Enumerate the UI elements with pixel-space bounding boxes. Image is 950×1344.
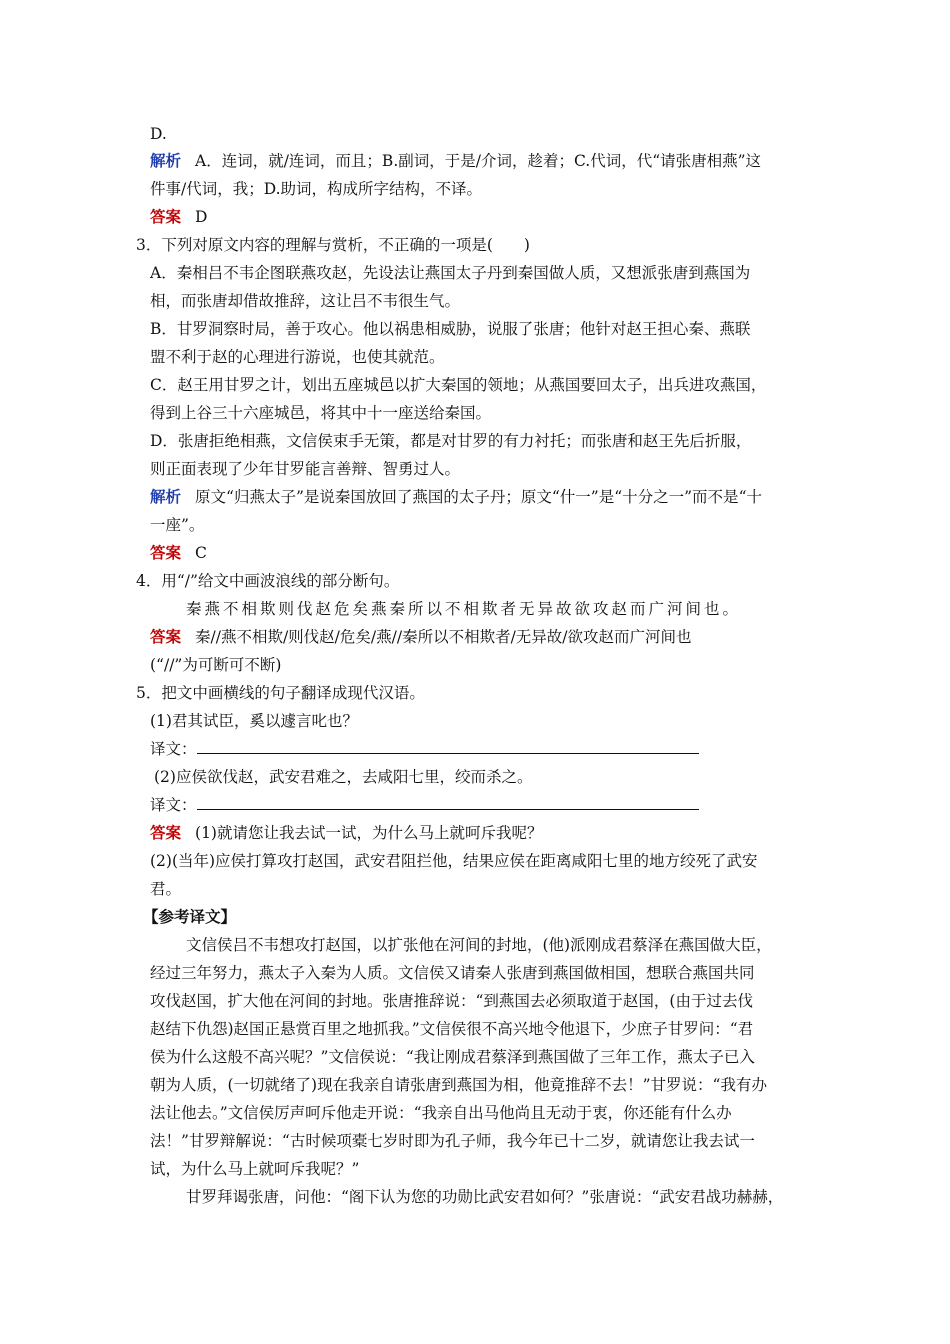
- sentence-1: (1)君其试臣，奚以遽言叱也？: [150, 712, 358, 730]
- option-line: C．赵王用甘罗之计，划出五座城邑以扩大秦国的领地；从燕国要回太子，出兵进攻燕国，: [150, 376, 767, 394]
- analysis-line: 解析 A．连词，就/连词，而且；B.副词，于是/介词，趁着；C.代词，代“请张唐相燕”这: [150, 151, 762, 170]
- answer-line: 答案 C: [150, 543, 207, 562]
- answer-line: 答案 秦//燕不相欺/则伐赵/危矣/燕//秦所以不相欺者/无异故/欲攻赵而广河间也: [150, 627, 692, 646]
- option-line: B．甘罗洞察时局，善于攻心。他以祸患相威胁，说服了张唐；他针对赵王担心秦、燕联: [150, 320, 751, 338]
- option-line: 盟不利于赵的心理进行游说，也使其就范。: [150, 348, 445, 366]
- answer-line: 君。: [150, 880, 182, 898]
- unpunctuated-passage: 秦燕不相欺则伐赵危矣燕秦所以不相欺者无异故欲攻赵而广河间也。: [186, 600, 742, 618]
- translation-paragraph-line: 经过三年努力，燕太子入秦为人质。文信侯又请秦人张唐到燕国做相国，想联合燕国共同: [150, 964, 755, 982]
- translation-paragraph-line: 朝为人质，(一切就绪了)现在我亲自请张唐到燕国为相，他竟推辞不去！”甘罗说：“我有办: [150, 1076, 767, 1094]
- question-3: 3．下列对原文内容的理解与赏析，不正确的一项是( ): [136, 236, 530, 254]
- translation-paragraph-line: 文信侯吕不韦想攻打赵国，以扩张他在河间的封地，(他)派刚成君蔡泽在燕国做大臣，: [186, 936, 772, 954]
- translation-blank-2: 译文：: [150, 795, 699, 815]
- answer-note: (“//”为可断可不断): [150, 656, 282, 674]
- option-d: D.: [150, 125, 167, 143]
- analysis-label: 解析: [150, 487, 182, 506]
- analysis-line: 一座”。: [150, 516, 205, 534]
- question-4: 4．用“/”给文中画波浪线的部分断句。: [136, 572, 400, 590]
- translation-blank-1: 译文：: [150, 739, 699, 759]
- translation-paragraph-line: 侯为什么这般不高兴呢？”文信侯说：“我让刚成君蔡泽到燕国做了三年工作，燕太子已入: [150, 1048, 755, 1066]
- answer-label: 答案: [150, 207, 182, 226]
- translation-paragraph-line: 试，为什么马上就呵斥我呢？”: [150, 1160, 360, 1178]
- option-line: D．张唐拒绝相燕，文信侯束手无策，都是对甘罗的有力衬托；而张唐和赵王先后折服，: [150, 432, 752, 450]
- option-line: A．秦相吕不韦企图联燕攻赵，先设法让燕国太子丹到秦国做人质，又想派张唐到燕国为: [150, 264, 751, 282]
- translation-paragraph-line: 法！”甘罗辩解说：“古时候项橐七岁时即为孔子师，我今年已十二岁，就请您让我去试一: [150, 1132, 755, 1150]
- translation-paragraph-line: 攻伐赵国，扩大他在河间的封地。张唐推辞说：“到燕国去必须取道于赵国，(由于过去伐: [150, 992, 753, 1010]
- option-line: 则正面表现了少年甘罗能言善辩、智勇过人。: [150, 460, 461, 478]
- analysis-label: 解析: [150, 151, 182, 170]
- translation-paragraph-line: 赵结下仇怨)赵国正悬赏百里之地抓我。”文信侯很不高兴地令他退下，少庶子甘罗问：“君: [150, 1020, 754, 1038]
- answer-line: 答案 D: [150, 207, 208, 226]
- answer-blank[interactable]: [197, 795, 699, 810]
- answer-line: 答案 (1)就请您让我去试一试，为什么马上就呵斥我呢？: [150, 823, 543, 842]
- answer-line: (2)(当年)应侯打算攻打赵国，武安君阻拦他，结果应侯在距离咸阳七里的地方绞死了武安: [150, 852, 758, 870]
- answer-blank[interactable]: [197, 739, 699, 754]
- answer-label: 答案: [150, 627, 182, 646]
- answer-label: 答案: [150, 823, 182, 842]
- sentence-2: (2)应侯欲伐赵，武安君难之，去咸阳七里，绞而杀之。: [154, 768, 533, 786]
- option-line: 相，而张唐却借故推辞，这让吕不韦很生气。: [150, 292, 461, 310]
- question-5: 5．把文中画横线的句子翻译成现代汉语。: [136, 684, 425, 702]
- analysis-line: 解析 原文“归燕太子”是说秦国放回了燕国的太子丹；原文“什一”是“十分之一”而不是“十: [150, 487, 762, 506]
- option-line: 得到上谷三十六座城邑，将其中十一座送给秦国。: [150, 404, 492, 422]
- answer-label: 答案: [150, 543, 182, 562]
- analysis-line: 件事/代词，我；D.助词，构成所字结构，不译。: [150, 180, 483, 198]
- translation-paragraph-line: 甘罗拜谒张唐，问他：“阁下认为您的功勋比武安君如何？”张唐说：“武安君战功赫赫，: [186, 1188, 784, 1206]
- translation-paragraph-line: 法让他去。”文信侯厉声呵斥他走开说：“我亲自出马他尚且无动于衷，你还能有什么办: [150, 1104, 732, 1122]
- reference-translation-heading: 【参考译文】: [143, 907, 237, 926]
